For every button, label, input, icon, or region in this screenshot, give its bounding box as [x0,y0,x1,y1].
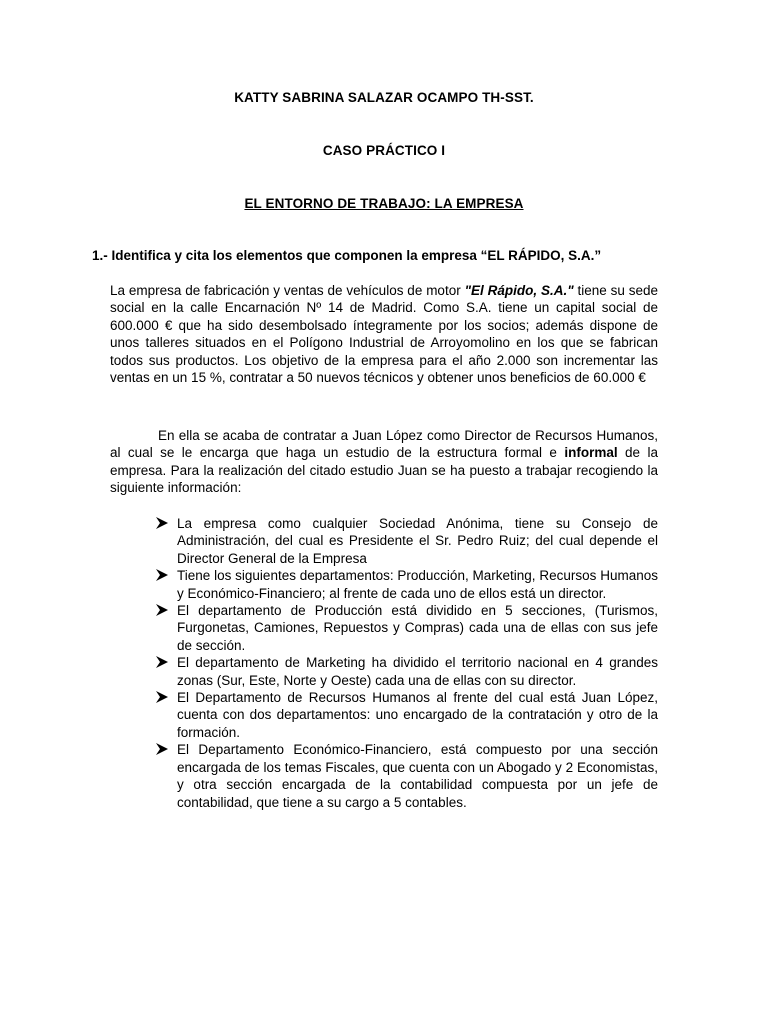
list-item-text: Tiene los siguientes departamentos: Producción, Marketing, Recursos Humanos y Económico-Financiero; al frente de cada uno de ellos está un director. [177,568,658,601]
arrow-bullet-icon [155,690,169,704]
arrow-bullet-icon [155,516,169,530]
author-name: KATTY SABRINA SALAZAR OCAMPO TH-SST. [234,90,534,105]
paragraph1-text-end: tiene su sede social en la calle Encarnación Nº 14 de Madrid. Como S.A. tiene un capital social de 600.000 € que ha sido desembolsado íntegramente por los socios; además dispone de unos talleres situados en el Polígono Industrial de Arroyomolino en los que se fabrican todos sus productos. Los objetivo de la empresa para el año 2.000 son incrementar las ventas en un 15 %, contratar a 50 nuevos técnicos y obtener unos beneficios de 60.000 € [110,283,659,386]
case-title: CASO PRÁCTICO I [322,143,446,158]
list-item [155,689,658,741]
list-item-text: El departamento de Producción está dividido en 5 secciones, (Turismos, Furgonetas, Camiones, Repuestos y Compras) cada una de ellas con sus jefe de sección. [177,603,658,653]
list-item-text: La empresa como cualquier Sociedad Anónima, tiene su Consejo de Administración, del cual es Presidente el Sr. Pedro Ruiz; del cual depende el Director General de la Empresa [177,516,658,566]
information-bullet-list [155,515,658,811]
list-item-text: El Departamento Económico-Financiero, está compuesto por una sección encargada de los temas Fiscales, que cuenta con un Abogado y 2 Economistas, y otra sección encargada de la contabilidad compuesta por un jefe de contabilidad, que tiene a su cargo a 5 contables. [177,742,658,810]
list-item [155,741,658,811]
arrow-bullet-icon [155,568,169,582]
list-item-text: El departamento de Marketing ha dividido el territorio nacional en 4 grandes zonas (Sur, Este, Norte y Oeste) cada una de ellas con su director. [177,655,658,688]
company-name: "El Rápido, S.A." [464,283,574,298]
list-item-text: El Departamento de Recursos Humanos al frente del cual está Juan López, cuenta con dos departamentos: uno encargado de la contratación y otro de la formación. [177,690,658,740]
paragraph-hr-study [110,427,658,497]
list-item [155,515,658,567]
arrow-bullet-icon [155,603,169,617]
section-title: EL ENTORNO DE TRABAJO: LA EMPRESA [244,196,524,211]
list-item [155,602,658,654]
paragraph2-text-start: En ella se acaba de contratar a Juan López como Director de Recursos Humanos, al cual se le encarga que haga un estudio de la estructura formal e [110,428,658,461]
paragraph2-text-end: de la empresa. Para la realización del citado estudio Juan se ha puesto a trabajar recogiendo la siguiente información: [110,445,658,496]
arrow-bullet-icon [155,655,169,669]
list-item [155,654,658,689]
question-heading: 1.- Identifica y cita los elementos que componen la empresa “EL RÁPIDO, S.A.” [92,248,602,263]
paragraph1-text-start: La empresa de fabricación y ventas de vehículos de motor [110,283,465,298]
list-item [155,567,658,602]
informal-emphasis: informal [564,445,618,461]
paragraph-company-description [110,282,658,386]
arrow-bullet-icon [155,742,169,756]
